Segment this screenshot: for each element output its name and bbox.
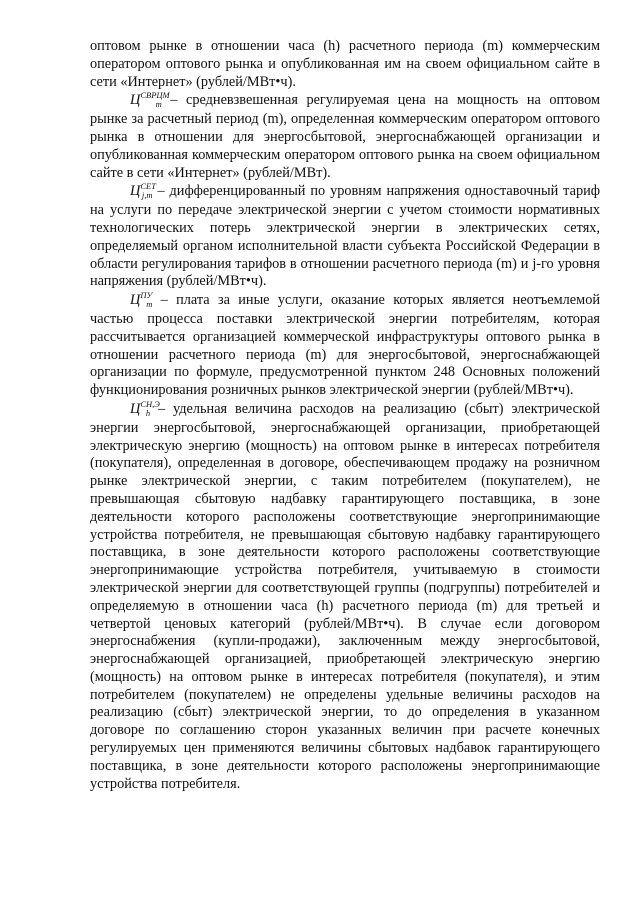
paragraph-1: оптовом рынке в отношении часа (h) расчетного периода (m) коммерческим оператором оптового рынка и опубликованная им на своем официальном сайте в сети «Интернет» (рублей/МВт•ч). xyxy=(90,38,600,90)
formula-symbol: $Ц^{ПУ}_m$ xyxy=(130,290,153,310)
paragraph-4 xyxy=(90,292,600,400)
paragraph-5 xyxy=(90,398,600,794)
formula-symbol: $Ц^{СН,Э}_h$ xyxy=(130,398,160,418)
formula-symbol: $Ц^{СЕТ}_{j,m}$ xyxy=(130,181,156,201)
paragraph-2 xyxy=(90,92,600,182)
formula-symbol: $Ц^{СВРЦМ}_m$ xyxy=(130,90,170,110)
document-page xyxy=(90,38,600,794)
paragraph-3-text: – дифференцированный по уровням напряжения одноставочный тариф на услуги по передаче электрической энергии с учетом стоимости нормативных технологических потерь электрической энергии в электрических сетях, определяемый органом исполнительной власти субъекта Российской Федерации в области регулирования тарифов в отношении расчетного периода (m) и j-го уровня напряжения (рублей/МВт•ч). xyxy=(90,183,601,290)
paragraph-5-text: – удельная величина расходов на реализацию (сбыт) электрической энергии энергосбытовой, энергоснабжающей организации, приобретающей электрическую энергию (мощность) на оптовом рынке в интересах потребителя (покупателя), определенная в договоре, обеспечивающем продажу на розничном рынке электрической энергии, с таким потребителем (покупателем), не превышающая сбытовую надбавку гарантирующего поставщика, в зоне деятельности которого расположены соответствующие энергопринимающие устройства потребителя, не превышающая сбытовую надбавку гарантирующего поставщика, в зоне деятельности которого расположены соответствующие энергопринимающие устройства потребителя, учитываемую в стоимости электрической энергии для соответствующей группы (подгруппы) потребителей и определяемую в отношении часа (h) расчетного периода (m) для третьей и четвертой ценовых категорий (рублей/МВт•ч). В случае если договором энергоснабжения (купли-продажи), заключенным между энергосбытовой, энергоснабжающей организацией, приобретающей электрическую энергию (мощность) на оптовом рынке в интересах потребителя (покупателя), и этим потребителем (покупателем) не определены удельные величины расходов на реализацию (сбыт) электрической энергии, то до определения в указанном договоре по соглашению сторон указанных величин при расчете конечных регулируемых цен применяются величины сбытовых надбавок гарантирующего поставщика, в зоне деятельности которого расположены энергопринимающие устройства потребителя. xyxy=(90,400,600,792)
paragraph-4-text: – плата за иные услуги, оказание которых является неотъемлемой частью процесса поставки электрической энергии потребителям, которая рассчитывается организацией коммерческой инфраструктуры оптового рынка в отношении расчетного периода (m) для энергосбытовой, энергоснабжающей организации по формуле, предусмотренной пунктом 248 Основных положений функционирования розничных рынков электрической энергии (рублей/МВт•ч). xyxy=(90,292,600,399)
paragraph-2-text: – средневзвешенная регулируемая цена на мощность на оптовом рынке за расчетный период (m), определенная коммерческим оператором оптового рынка в отношении для энергосбытовой, энергоснабжающей организации и опубликованная коммерческим оператором оптового рынка на своем официальном сайте в сети «Интернет» (рублей/МВт). xyxy=(90,92,600,181)
paragraph-3 xyxy=(90,183,600,291)
